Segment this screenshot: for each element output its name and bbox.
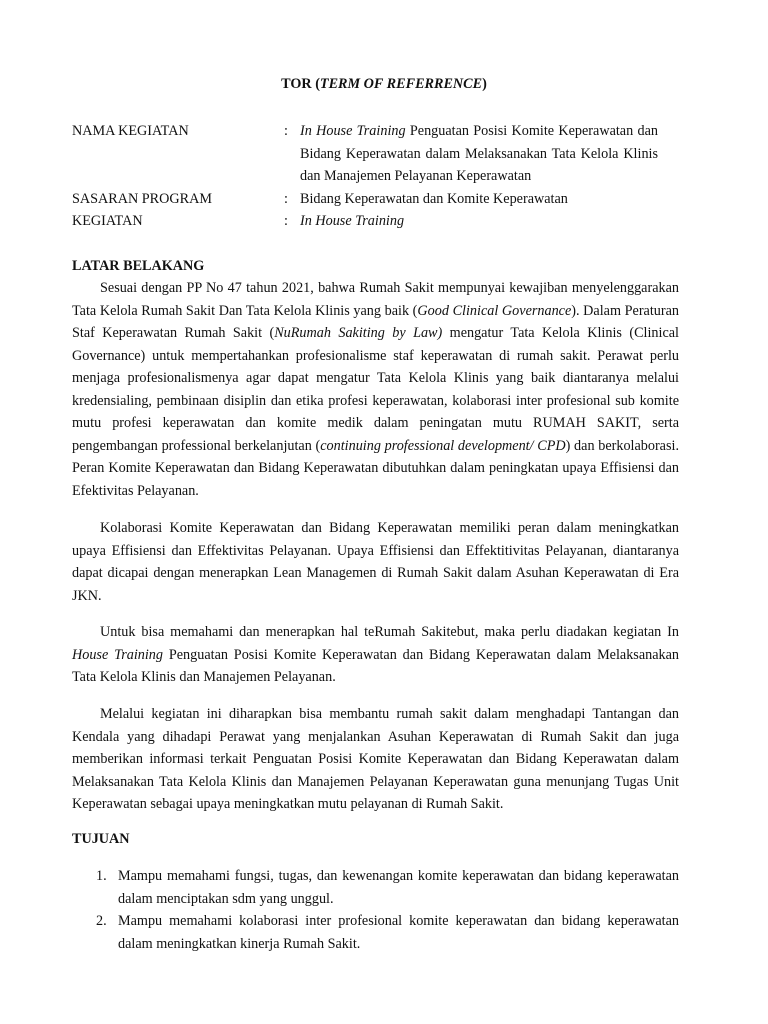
paragraph-latar-belakang-4: Melalui kegiatan ini diharapkan bisa membantu rumah sakit dalam menghadapi Tantangan dan Kendala yang dihadapi Perawat yang menjalankan Asuhan Keperawatan di Rumah Sakit dan juga memberikan informasi terkait Penguatan Posisi Komite Keperawatan dan Bidang Keperawatan dalam Melaksanakan Tata Kelola Klinis dan Manajemen Pelayanan Keperawatan guna menunjang Tugas Unit Keperawatan sebagai upaya meningkatkan mutu pelayanan di Rumah Sakit.	[72, 706, 679, 812]
meta-value: Bidang Keperawatan dan Komite Keperawatan	[300, 191, 568, 207]
paragraph-latar-belakang-2: Kolaborasi Komite Keperawatan dan Bidang Keperawatan memiliki peran dalam meningkatkan upaya Effisiensi dan Effektivitas Pelayanan. Upaya Effisiensi dan Effektitivitas Pelayanan, diantaranya dapat dicapai dengan menerapkan Lean Managemen di Rumah Sakit dalam Asuhan Keperawatan di Era JKN.	[72, 520, 679, 604]
document-title: TOR (TERM OF REFERRENCE)	[281, 76, 487, 92]
list-item-text: Mampu memahami kolaborasi inter profesional komite keperawatan dan bidang keperawatan dalam meningkatkan kinerja Rumah Sakit.	[118, 913, 679, 952]
list-item-text: Mampu memahami fungsi, tugas, dan kewenangan komite keperawatan dan bidang keperawatan dalam menciptakan sdm yang unggul.	[118, 868, 679, 907]
paragraph-latar-belakang-1: Sesuai dengan PP No 47 tahun 2021, bahwa Rumah Sakit mempunyai kewajiban menyelenggarakan Tata Kelola Rumah Sakit Dan Tata Kelola Klinis yang baik (Good Clinical Governance). Dalam Peraturan Staf Keperawatan Rumah Sakit (NuRumah Sakiting by Law) mengatur Tata Kelola Klinis (Clinical Governance) untuk mempertahankan profesionalisme staf keperawatan di rumah sakit. Perawat perlu menjaga profesionalismenya agar dapat mengatur Tata Kelola Klinis yang baik diantaranya melalui kredensialing, pembinaan disiplin dan etika profesi keperawatan, kolaborasi inter profesional sub komite mutu profesi keperawatan dan komite medik dalam peningatan mutu RUMAH SAKIT, serta pengembangan professional berkelanjutan (continuing professional development/ CPD) dan berkolaborasi. Peran Komite Keperawatan dan Bidang Keperawatan dibutuhkan dalam peningkatan upaya Effisiensi dan Efektivitas Pelayanan.	[72, 280, 679, 499]
meta-label: KEGIATAN	[72, 213, 143, 229]
meta-colon: :	[284, 123, 288, 139]
list-item	[72, 910, 679, 955]
heading-latar-belakang: LATAR BELAKANG	[72, 258, 205, 274]
list-item	[72, 865, 679, 910]
paragraph-latar-belakang-3: Untuk bisa memahami dan menerapkan hal teRumah Sakitebut, maka perlu diadakan kegiatan In House Training Penguatan Posisi Komite Keperawatan dan Bidang Keperawatan dalam Melaksanakan Tata Kelola Klinis dan Manajemen Pelayanan.	[72, 624, 680, 685]
meta-label: NAMA KEGIATAN	[72, 123, 189, 139]
tujuan-list	[72, 865, 679, 955]
heading-tujuan: TUJUAN	[72, 831, 130, 847]
meta-nama-kegiatan	[72, 120, 682, 188]
meta-colon: :	[284, 213, 288, 229]
list-item-number: 1.	[96, 868, 107, 884]
meta-kegiatan	[72, 210, 682, 233]
meta-value: In House Training	[300, 213, 405, 229]
meta-colon: :	[284, 191, 288, 207]
meta-sasaran-program	[72, 188, 682, 211]
meta-label: SASARAN PROGRAM	[72, 191, 212, 207]
list-item-number: 2.	[96, 913, 107, 929]
meta-value: In House Training Penguatan Posisi Komite Keperawatan dan Bidang Keperawatan dalam Melaksanakan Tata Kelola Klinis dan Manajemen Pelayanan Keperawatan	[300, 123, 658, 184]
